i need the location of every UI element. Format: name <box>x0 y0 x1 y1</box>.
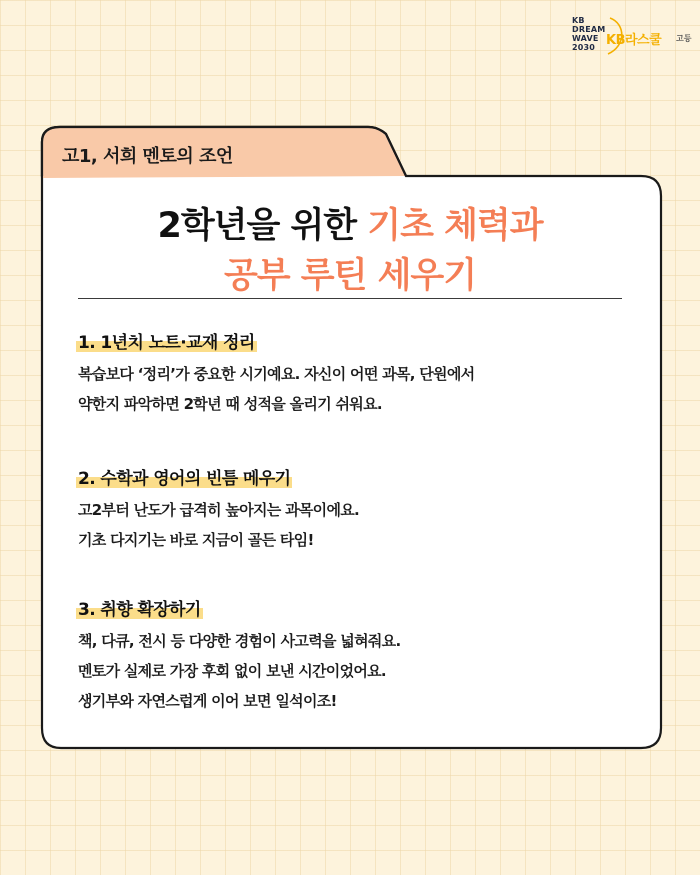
section-text-line: 멘토가 실제로 가장 후회 없이 보낸 시간이었어요. <box>78 662 386 680</box>
page-title-line-1 <box>40 198 660 248</box>
brand-name: KB라스쿨 <box>606 33 662 48</box>
section-text-line: 기초 다지기는 바로 지금이 골든 타임! <box>78 531 314 549</box>
advice-section-notes <box>78 328 638 419</box>
brand-sub-label: 고등 <box>676 34 692 43</box>
section-body <box>78 495 638 555</box>
mentor-tab-label: 고1, 서희 멘토의 조언 <box>62 146 233 167</box>
advice-section-math-english <box>78 464 638 555</box>
advice-section-interests <box>78 595 638 716</box>
section-body <box>78 626 638 716</box>
section-text-line: 복습보다 ‘정리’가 중요한 시기예요. 자신이 어떤 과목, 단원에서 <box>78 365 475 383</box>
section-text-line: 생기부와 자연스럽게 이어 보면 일석이조! <box>78 692 337 710</box>
section-text-line: 책, 다큐, 전시 등 다양한 경험이 사고력을 넓혀줘요. <box>78 632 401 650</box>
kb-dream-wave-logo: KB DREAM WAVE 2030 <box>572 16 606 52</box>
section-text-line: 고2부터 난도가 급격히 높아지는 과목이에요. <box>78 501 360 519</box>
section-text-line: 약한지 파악하면 2학년 때 성적을 올리기 쉬워요. <box>78 395 382 413</box>
page-title-line-2: 공부 루틴 세우기 <box>223 256 477 296</box>
section-heading: 1. 1년치 노트·교재 정리 <box>76 328 257 353</box>
section-body <box>78 359 638 419</box>
title-plain: 2학년을 위한 <box>157 206 368 246</box>
title-accent: 기초 체력과 <box>367 206 543 246</box>
title-divider <box>78 298 622 299</box>
section-heading: 2. 수학과 영어의 빈틈 메우기 <box>76 464 292 489</box>
section-heading: 3. 취향 확장하기 <box>76 595 203 620</box>
